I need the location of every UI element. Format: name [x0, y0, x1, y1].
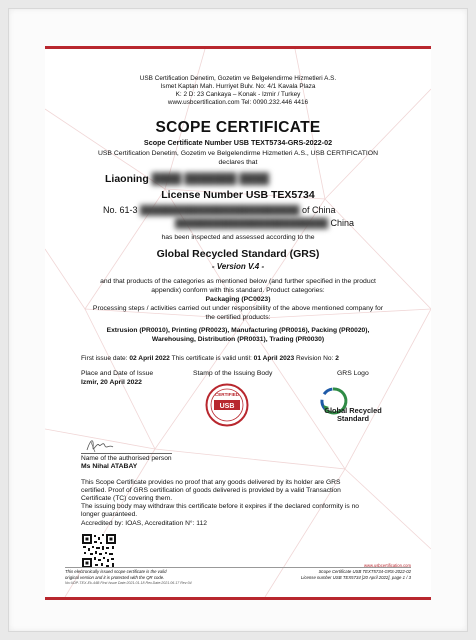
- holder-license: License Number USB TEX5734: [161, 189, 315, 201]
- footer-divider: [65, 567, 411, 568]
- qr-code[interactable]: [81, 533, 117, 569]
- processing-line-1: Processing steps / activities carried out under responsibility of the above mentioned company for: [92, 305, 384, 312]
- footer-left-2: original version and it is protected with the QR code.: [65, 575, 165, 580]
- issuer-address-1: Ismet Kaptan Mah. Hurriyet Bulv. No: 4/1 Kavala Plaza: [160, 83, 316, 90]
- certificate-page: [45, 46, 431, 597]
- disclaimer-line-1: This Scope Certificate provides no proof that any goods delivered by its holder are GRS: [81, 479, 341, 486]
- scope-line-1: and that products of the categories as mentioned below (and further specified in the product: [100, 278, 376, 285]
- disclaimer-line-2: certified. Proof of GRS certification of goods delivered is provided by a valid Transaction: [81, 487, 341, 494]
- certificate-number: Scope Certificate Number USB TEXT5734-GRS-2022-02: [143, 138, 333, 147]
- grs-logo-line-1: Global Recycled: [324, 406, 382, 415]
- disclaimer-line-4: The issuing body may withdraw this certificate before it expires if the declared conformity is no: [81, 503, 360, 510]
- authorised-name: Ms Nihal ATABAY: [81, 463, 138, 470]
- stamp-label: Stamp of the Issuing Body: [193, 370, 273, 377]
- activities-line-2: Warehousing, Distribution (PR0031), Trading (PR0030): [151, 336, 325, 343]
- holder-country: ████████████████████████ China: [175, 218, 355, 228]
- inspection-text: has been inspected and assessed according to the: [161, 234, 315, 241]
- accreditation-line: Accredited by: IOAS, Accreditation N°: 112: [81, 520, 207, 527]
- grs-logo-label: GRS Logo: [337, 370, 369, 377]
- place-date-value: Izmir, 20 April 2022: [81, 379, 142, 386]
- declares-line: USB Certification Denetim, Gozetim ve Belgelendirme Hizmetleri A.S., USB CERTIFICATION: [97, 150, 378, 157]
- holder-name: Liaoning ████ ███████ ████: [105, 173, 270, 185]
- issuer-name: USB Certification Denetim, Gozetim ve Belgelendirme Hizmetleri A.S.: [139, 75, 337, 82]
- standard-version: - Version V.4 -: [211, 262, 265, 271]
- certified-stamp: [205, 383, 249, 427]
- footer-left-3: No:UDP-TEX-Ek-44B First Issue Date:2021.01.18 Rev.Date:2021.06.17 Rev:04: [65, 581, 192, 585]
- issuer-contact: www.usbcertification.com Tel: 0090.232.446 4416: [167, 99, 309, 106]
- signature-image: [85, 436, 115, 454]
- activities-line-1: Extrusion (PR0010), Printing (PR0023), Manufacturing (PR0016), Packing (PR0020),: [106, 327, 370, 334]
- grs-logo-line-2: Standard: [336, 414, 370, 423]
- certificate-title: SCOPE CERTIFICATE: [155, 119, 321, 136]
- footer-url[interactable]: www.usbcertification.com: [363, 563, 411, 568]
- footer-left-1: This electronically issued scope certificate is the valid: [65, 569, 167, 574]
- standard-name: Global Recycled Standard (GRS): [156, 248, 320, 260]
- validity-line: First issue date: 02 April 2022 This certificate is valid until: 01 April 2023 Revision No: 2: [81, 355, 339, 362]
- disclaimer-line-3: Certificate (TC) covering them.: [81, 495, 173, 502]
- grs-logo: [315, 383, 389, 427]
- footer-right-1: Scope Certificate USB TEXT5734-GRS-2022-02: [318, 569, 411, 574]
- stamp-center-text: USB: [219, 403, 235, 410]
- stamp-top-text: CERTIFIED: [214, 392, 240, 397]
- place-date-label: Place and Date of Issue: [81, 370, 154, 377]
- processing-line-2: the certified products:: [205, 314, 271, 321]
- disclaimer-line-5: longer guaranteed.: [81, 511, 138, 518]
- product-categories: Packaging (PC0023): [205, 296, 271, 303]
- footer-right-2: License number USB TEX5734 [20 April 2022], page 1 / 3: [301, 575, 411, 580]
- scope-line-2: appendix) conform with this standard. Product categories:: [151, 287, 325, 294]
- holder-address: No. 61-3 █████████████████████████ of China: [103, 205, 336, 215]
- declares-that: declares that: [218, 159, 258, 166]
- issuer-address-2: K: 2 D: 23 Cankaya – Konak - Izmir / Turkey: [175, 91, 301, 98]
- authorised-label: Name of the authorised person: [81, 455, 172, 462]
